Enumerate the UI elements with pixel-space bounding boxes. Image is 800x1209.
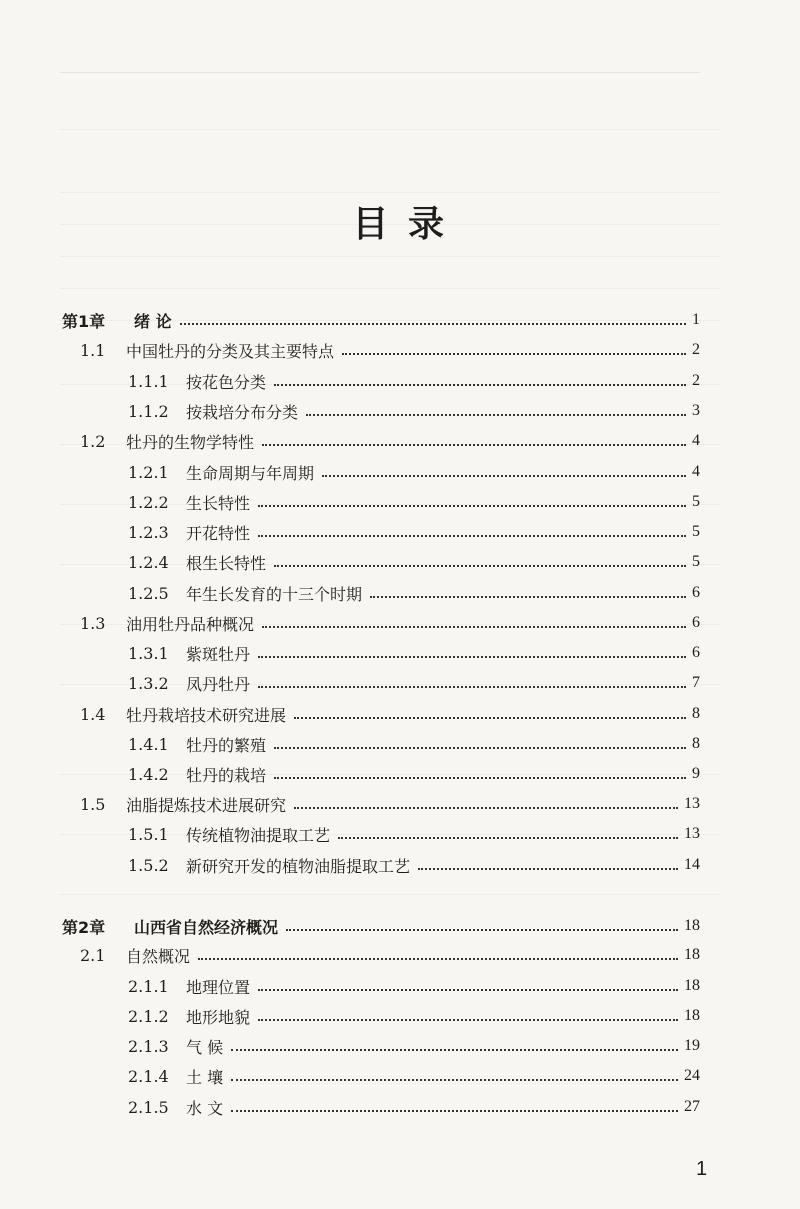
toc-entry-label: 水 文	[186, 1098, 224, 1118]
leader-dots	[258, 686, 686, 688]
toc-entry-number: 2.1.1	[128, 976, 169, 996]
toc-entry-page: 6	[692, 614, 700, 631]
toc-entry-page: 13	[684, 825, 700, 842]
toc-entry-2-1-5[interactable]	[128, 1093, 700, 1121]
toc-entry-number: 1.4.1	[128, 734, 169, 754]
toc-entry-label: 新研究开发的植物油脂提取工艺	[186, 856, 411, 876]
toc-entry-page: 6	[692, 584, 700, 601]
toc-entry-number: 1.2.1	[128, 462, 169, 482]
toc-entry-number: 1.2.2	[128, 492, 169, 512]
leader-dots	[322, 475, 686, 477]
leader-dots	[258, 535, 686, 537]
toc-entry-number: 第1章	[62, 311, 106, 331]
toc-entry-number: 1.4	[80, 704, 106, 724]
toc-entry-number: 1.3.1	[128, 643, 169, 663]
toc-entry-page: 5	[692, 523, 700, 540]
toc-entry-page: 8	[692, 705, 700, 722]
leader-dots	[370, 596, 686, 598]
toc-entry-label: 牡丹的繁殖	[186, 735, 267, 755]
leader-dots	[258, 656, 686, 658]
toc-entry-label: 生长特性	[186, 493, 251, 513]
toc-entry-label: 山西省自然经济概况	[134, 917, 279, 937]
toc-entry-page: 27	[684, 1098, 700, 1115]
leader-dots	[198, 958, 678, 960]
toc-entry-number: 2.1.4	[128, 1066, 169, 1086]
toc-entry-1-5-2[interactable]	[128, 851, 700, 879]
toc-entry-page: 1	[692, 311, 700, 328]
toc-entry-label: 气 候	[186, 1037, 224, 1057]
toc-entry-page: 3	[692, 402, 700, 419]
toc-entry-number: 1.5	[80, 794, 106, 814]
toc-entry-label: 根生长特性	[186, 553, 267, 573]
toc-entry-page: 2	[692, 372, 700, 389]
toc-entry-label: 紫斑牡丹	[186, 644, 251, 664]
toc-entry-2-1-3[interactable]	[128, 1032, 700, 1060]
leader-dots	[342, 353, 686, 355]
leader-dots	[262, 626, 686, 628]
toc-entry-chapter-1[interactable]	[62, 306, 700, 334]
leader-dots	[274, 777, 686, 779]
leader-dots	[294, 717, 686, 719]
toc-entry-number: 1.4.2	[128, 764, 169, 784]
leader-dots	[262, 444, 686, 446]
toc-entry-number: 1.2.4	[128, 552, 169, 572]
toc-entry-number: 1.2	[80, 431, 106, 451]
toc-entry-number: 2.1	[80, 945, 106, 965]
toc-entry-1-2-2[interactable]	[128, 488, 700, 516]
toc-entry-page: 24	[684, 1067, 700, 1084]
toc-entry-1-3-1[interactable]	[128, 639, 700, 667]
toc-entry-1-2-5[interactable]	[128, 579, 700, 607]
toc-entry-number: 1.2.5	[128, 583, 169, 603]
toc-entry-number: 1.5.1	[128, 824, 169, 844]
leader-dots	[258, 505, 686, 507]
toc-entry-label: 绪 论	[134, 311, 172, 331]
toc-entry-number: 1.1.2	[128, 401, 169, 421]
leader-dots	[231, 1079, 678, 1081]
toc-entry-label: 牡丹的生物学特性	[126, 432, 255, 452]
leader-dots	[286, 929, 678, 931]
toc-entry-label: 牡丹栽培技术研究进展	[126, 705, 287, 725]
toc-entry-number: 1.3	[80, 613, 106, 633]
toc-entry-1-5[interactable]	[80, 790, 700, 818]
toc-entry-number: 1.1	[80, 340, 106, 360]
toc-entry-1-2-1[interactable]	[128, 458, 700, 486]
toc-entry-number: 2.1.5	[128, 1097, 169, 1117]
toc-entry-page: 4	[692, 463, 700, 480]
toc-entry-1-5-1[interactable]	[128, 820, 700, 848]
page-title: 目 录	[352, 204, 448, 245]
toc-entry-1-4[interactable]	[80, 700, 700, 728]
toc-entry-label: 自然概况	[126, 946, 191, 966]
leader-dots	[306, 414, 686, 416]
leader-dots	[180, 323, 686, 325]
toc-entry-label: 按花色分类	[186, 372, 267, 392]
toc-entry-page: 18	[684, 917, 700, 934]
toc-entry-number: 1.5.2	[128, 855, 169, 875]
toc-entry-number: 第2章	[62, 917, 106, 937]
toc-entry-page: 8	[692, 735, 700, 752]
toc-entry-label: 地形地貌	[186, 1007, 251, 1027]
leader-dots	[274, 384, 686, 386]
toc-entry-number: 2.1.3	[128, 1036, 169, 1056]
toc-entry-label: 凤丹牡丹	[186, 674, 251, 694]
toc-entry-page: 18	[684, 1007, 700, 1024]
leader-dots	[274, 565, 686, 567]
toc-entry-number: 1.1.1	[128, 371, 169, 391]
toc-entry-1-2-3[interactable]	[128, 518, 700, 546]
toc-entry-number: 1.2.3	[128, 522, 169, 542]
toc-entry-page: 19	[684, 1037, 700, 1054]
toc-entry-1-2-4[interactable]	[128, 548, 700, 576]
toc-entry-2-1-1[interactable]	[128, 972, 700, 1000]
toc-entry-chapter-2[interactable]	[62, 912, 700, 940]
toc-entry-label: 中国牡丹的分类及其主要特点	[126, 341, 335, 361]
toc-entry-number: 1.3.2	[128, 673, 169, 693]
toc-entry-page: 7	[692, 674, 700, 691]
toc-entry-label: 油用牡丹品种概况	[126, 614, 255, 634]
toc-entry-1-3-2[interactable]	[128, 669, 700, 697]
toc-entry-label: 土 壤	[186, 1067, 224, 1087]
leader-dots	[258, 989, 678, 991]
toc-entry-page: 2	[692, 341, 700, 358]
leader-dots	[231, 1049, 678, 1051]
leader-dots	[338, 837, 678, 839]
toc-entry-1-4-2[interactable]	[128, 760, 700, 788]
toc-entry-1-3[interactable]	[80, 609, 700, 637]
toc-entry-label: 生命周期与年周期	[186, 463, 315, 483]
toc-entry-1-1-1[interactable]	[128, 367, 700, 395]
leader-dots	[258, 1019, 678, 1021]
toc-entry-label: 油脂提炼技术进展研究	[126, 795, 287, 815]
toc-entry-page: 4	[692, 432, 700, 449]
toc-entry-label: 年生长发育的十三个时期	[186, 584, 363, 604]
toc-entry-page: 18	[684, 977, 700, 994]
toc-entry-label: 传统植物油提取工艺	[186, 825, 331, 845]
toc-entry-page: 6	[692, 644, 700, 661]
toc-entry-page: 9	[692, 765, 700, 782]
toc-entry-label: 牡丹的栽培	[186, 765, 267, 785]
toc-entry-label: 按栽培分布分类	[186, 402, 299, 422]
toc-entry-label: 地理位置	[186, 977, 251, 997]
toc-entry-2-1[interactable]	[80, 941, 700, 969]
toc-entry-page: 13	[684, 795, 700, 812]
toc-entry-1-2[interactable]	[80, 427, 700, 455]
leader-dots	[294, 807, 678, 809]
toc-entry-label: 开花特性	[186, 523, 251, 543]
toc-entry-1-4-1[interactable]	[128, 730, 700, 758]
toc-entry-2-1-2[interactable]	[128, 1002, 700, 1030]
toc-entry-page: 5	[692, 553, 700, 570]
leader-dots	[231, 1110, 678, 1112]
leader-dots	[274, 747, 686, 749]
toc-entry-1-1[interactable]	[80, 336, 700, 364]
toc-entry-number: 2.1.2	[128, 1006, 169, 1026]
leader-dots	[418, 868, 678, 870]
toc-entry-page: 14	[684, 856, 700, 873]
toc-entry-page: 5	[692, 493, 700, 510]
page-number: 1	[696, 1158, 708, 1180]
toc-entry-1-1-2[interactable]	[128, 397, 700, 425]
toc-entry-2-1-4[interactable]	[128, 1062, 700, 1090]
toc-entry-page: 18	[684, 946, 700, 963]
